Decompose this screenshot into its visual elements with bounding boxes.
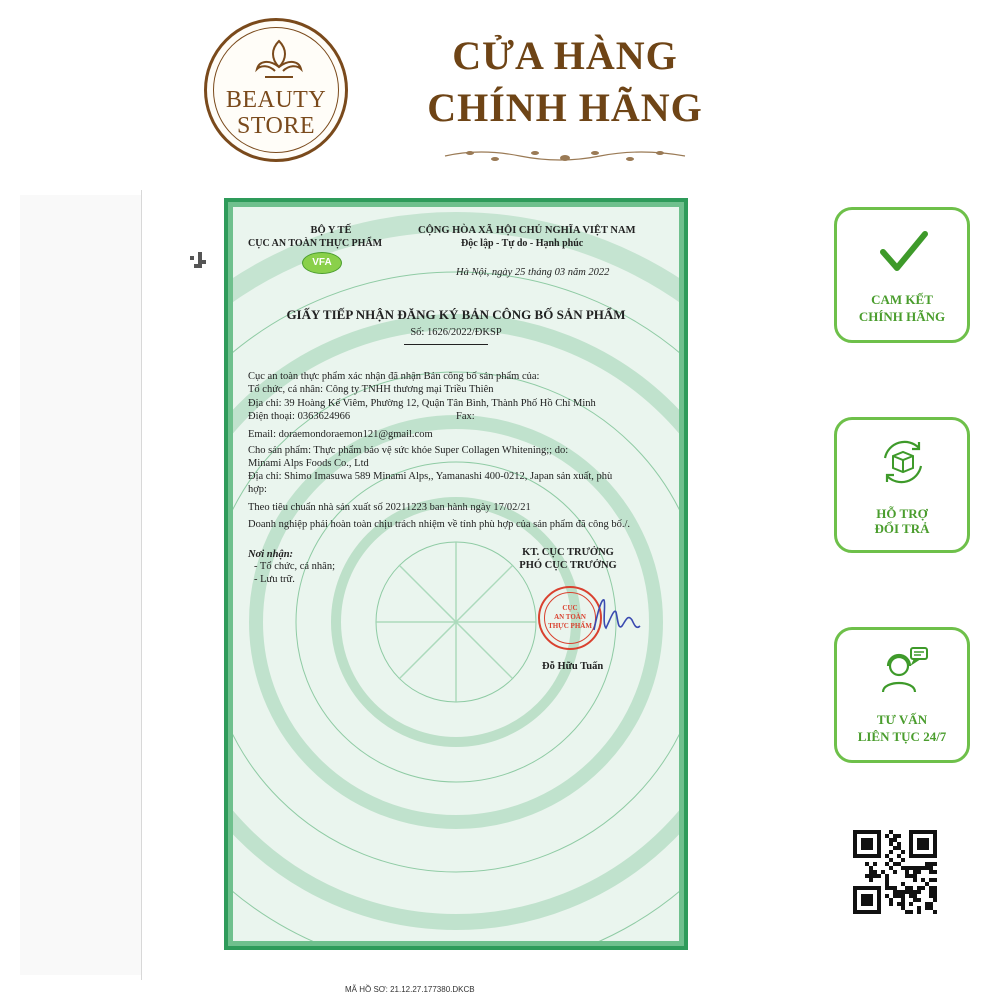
- country-header: CỘNG HÒA XÃ HỘI CHỦ NGHĨA VIỆT NAM: [418, 225, 636, 236]
- signatory-title-1: KT. CỤC TRƯỞNG: [522, 547, 614, 558]
- title-underline: [404, 344, 488, 345]
- ministry-label: BỘ Y TẾ: [310, 225, 352, 236]
- support-agent-icon: [875, 644, 931, 700]
- document-number: Số: 1626/2022/ĐKSP: [410, 327, 502, 338]
- body-line-1: Cục an toàn thực phẩm xác nhận đã nhận Bản công bố sản phẩm của:: [248, 371, 540, 382]
- stamp-line-1: CỤC: [562, 604, 578, 612]
- badge-consult-line-1: TƯ VẤN: [876, 712, 928, 727]
- badge-authentic-line-2: CHÍNH HÃNG: [858, 309, 946, 324]
- beauty-store-logo: [204, 18, 348, 162]
- signatory-name: Đỗ Hữu Tuấn: [542, 661, 604, 672]
- vine-divider-icon: [440, 146, 690, 166]
- logo-line-2: STORE: [236, 113, 316, 139]
- recipient-item-2: - Lưu trữ.: [254, 574, 295, 585]
- qr-code: [853, 830, 937, 914]
- body-line-3: Địa chỉ: 39 Hoàng Kế Viêm, Phường 12, Quận Tân Bình, Thành Phố Hồ Chí Minh: [248, 398, 596, 409]
- body-line-9: hợp:: [248, 484, 267, 495]
- body-line-11: Doanh nghiệp phải hoàn toàn chịu trách nhiệm về tính phù hợp của sản phẩm đã công bố./.: [248, 519, 630, 530]
- stamp-line-3: THỰC PHẨM: [548, 622, 592, 630]
- department-label: CỤC AN TOÀN THỰC PHẨM: [248, 238, 383, 249]
- headline-line-1: CỬA HÀNG: [452, 33, 678, 78]
- body-line-7: Minami Alps Foods Co., Ltd: [248, 458, 369, 469]
- fleur-ornament-icon: [251, 39, 307, 83]
- stamp-line-2: AN TOÀN: [554, 613, 586, 621]
- box-return-icon: [875, 434, 931, 490]
- issue-date: Hà Nội, ngày 25 tháng 03 năm 2022: [456, 267, 610, 278]
- fax-label: Fax:: [456, 411, 475, 422]
- headline-line-2: CHÍNH HÃNG: [427, 85, 703, 130]
- body-line-6: Cho sản phẩm: Thực phẩm bảo vệ sức khỏe Super Collagen Whitening;; do:: [248, 445, 569, 456]
- body-line-2: Tổ chức, cá nhân: Công ty TNHH thương mại Triều Thiên: [248, 384, 494, 395]
- body-line-8: Địa chỉ: Shimo Imasuwa 589 Minami Alps,, Yamanashi 400-0212, Japan sản xuất, phù: [248, 471, 613, 482]
- recipients-title: Nơi nhận:: [248, 549, 294, 560]
- body-line-4: Điện thoại: 0363624966: [248, 411, 351, 422]
- page-headline: [400, 30, 730, 134]
- checkmark-icon: [875, 224, 931, 280]
- left-margin-line: [141, 190, 142, 980]
- document-qr-code: [158, 220, 206, 268]
- badge-return-support: [834, 417, 970, 553]
- body-line-5: Email: doraemondoraemon121@gmail.com: [248, 429, 433, 440]
- logo-line-1: BEAUTY: [225, 87, 327, 113]
- badge-consult: [834, 627, 970, 763]
- badge-authentic-line-1: CAM KẾT: [871, 292, 933, 307]
- badge-return-line-2: ĐỔI TRẢ: [874, 521, 930, 536]
- recipient-item-1: - Tổ chức, cá nhân;: [254, 561, 336, 572]
- handwritten-signature-icon: [588, 590, 648, 640]
- body-line-10: Theo tiêu chuẩn nhà sản xuất số 20211223 ban hành ngày 17/02/21: [248, 502, 531, 513]
- badge-authentic: [834, 207, 970, 343]
- left-margin-panel: [20, 195, 142, 975]
- dossier-code: MÃ HỒ SƠ: 21.12.27.177380.DKCB: [345, 985, 475, 994]
- vfa-seal: VFA: [302, 252, 342, 274]
- motto-line: Độc lập - Tự do - Hạnh phúc: [461, 238, 584, 249]
- certificate-document: [224, 198, 688, 950]
- badge-consult-line-2: LIÊN TỤC 24/7: [857, 729, 947, 744]
- signatory-title-2: PHÓ CỤC TRƯỞNG: [519, 560, 617, 571]
- badge-return-line-1: HỖ TRỢ: [876, 506, 928, 521]
- document-title: GIẤY TIẾP NHẬN ĐĂNG KÝ BẢN CÔNG BỐ SẢN PHẨM: [286, 307, 626, 322]
